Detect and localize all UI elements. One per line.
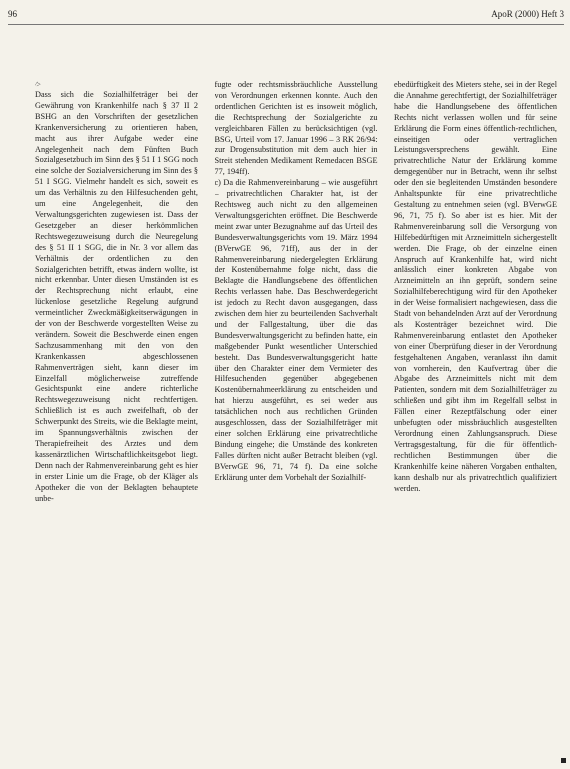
column-2 [215, 80, 378, 755]
paragraph: fugte oder rechtsmissbräuchliche Ausstellung von Verordnungen erkennen konnte. Auch den ordentlichen Gerichten ist es insoweit möglich, die Rechtsprechung der Sozialgerichte zu vergleichbaren Fällen zu berücksichtigen (vgl. BSG, Urteil vom 17. Januar 1996 – 3 RK 26/94: zur Drogensubstitution mit dem auch hier in Streit stehenden Medikament Remedacen BSGE 77, 194ff). [214, 80, 378, 177]
column-1 [35, 80, 198, 755]
paragraph: Dass sich die Sozialhilfeträger bei der Gewährung von Krankenhilfe nach § 37 II 2 BSHG an den Vorschriften der gesetzlichen Krankenversicherung zu orientieren haben, macht aus ihrer Aufgabe weder eine Angelegenheit nach dem Fünften Buch Sozialgesetzbuch im Sinn des § 51 I 1 SGG noch eine solche der Sozialversicherung im Sinn des § 51 I SGG. Vielmehr handelt es sich, soweit es um das Verhältnis zu den Hilfesuchenden geht, um eine Angelegenheit, die den Verwaltungsgerichten zugewiesen ist. Dass der Gesetzgeber an dieser herkömmlichen Rechtswegezuweisung durch die Neuregelung des § 51 II 1 SGG, die in Nr. 3 vor allem das Verhältnis der ordentlichen zu den Sozialgerichten betrifft, etwas ändern wollte, ist nicht erkennbar. Unter diesen Umständen ist es der Rechtsprechung nicht erlaubt, eine lückenlose gesetzliche Regelung aufgrund vermeintlicher Zweckmäßigkeitserwägungen in der von der Beschwerde vorgestellten Weise zu verändern. Soweit die Beschwerde einen engen Sachzusammenhang mit den von den Krankenkassen abgeschlossenen Rahmenverträgen sieht, kann dieser im Einzelfall möglicherweise zutreffende Gesichtspunkt eine andere richterliche Rechtswegezuweisung nicht rechtfertigen. Schließlich ist es auch zweifelhaft, ob der Schwerpunkt des Streits, wie die Beklagte meint, im Spannungsverhältnis zwischen der Therapiefreiheit des Arztes und dem kassenärztlichen Wirtschaftlichkeitsgebot liegt. Denn nach der Rahmenvereinbarung geht es hier in erster Linie um die Frage, ob der Kläger als Apotheker die von der Beklagten behauptete unbe- [35, 90, 198, 503]
journal-reference: ApoR (2000) Heft 3 [491, 9, 564, 19]
column-3 [394, 80, 557, 755]
page-header [8, 4, 564, 25]
section-marker: ∕> [35, 80, 41, 89]
end-of-article-mark [561, 758, 566, 763]
paragraph: c) Da die Rahmenvereinbarung – wie ausgeführt – privatrechtlichen Charakter hat, ist der Rechtsweg auch nicht zu den allgemeinen Verwaltungsgerichten eröffnet. Die Beschwerde meint zwar unter Bezugnahme auf das Urteil des Bundesverwaltungsgerichts vom 19. März 1994 (BVerwGE 96, 71ff), aus der in der Rahmenvereinbarung niedergelegten Erklärung der Kostenübernahme folge nicht, dass die Beklagte die Handlungsebene des öffentlichen Rechts verlassen habe. Das Beschwerdegericht ist jedoch zu Recht davon ausgegangen, dass zwischen dem hier zu beurteilenden Sachverhalt und der Fallgestaltung, über die das Bundesverwaltungsgericht zu befinden hatte, ein maßgebender Punkt wesentlicher Unterschied besteht. Das Bundesverwaltungsgericht hatte über den Charakter einer dem Vermieter des Hilfesuchenden gegenüber abgegebenen Kostenübernahmeerklärung zu entscheiden und hat hierzu ausgeführt, es sei weder aus tatsächlichen noch aus rechtlichen Gründen ausgeschlossen, dass der Sozialhilfeträger mit einer solchen Erklärung eine privatrechtliche Bindung eingehe; die Umstände des konkreten Falles dürften nicht außer Betracht bleiben (vgl. BVerwGE 96, 71, 74 f). Da eine solche Erklärung unter dem Vorbehalt der Sozialhilf- [214, 178, 378, 482]
paragraph: ebedürftigkeit des Mieters stehe, sei in der Regel die Annahme gerechtfertigt, der Sozialhilfeträger habe die Handlungsebene des öffentlichen Rechts nicht verlassen wollen und für seine Erklärung die Form eines öffentlich-rechtlichen, einseitigen oder vertraglichen Leistungsversprechens gewählt. Eine privatrechtliche Natur der Erklärung komme demgegenüber nur in Betracht, wenn ihr selbst oder den sie begleitenden Umständen besondere Anhaltspunkte für eine privatrechtliche Gestaltung zu entnehmen seien (vgl. BVerwGE 96, 71, 75 f). So aber ist es hier. Mit der Rahmenvereinbarung soll die Versorgung von Hilfebedürftigen mit Arzneimitteln sichergestellt werden. Die Frage, ob der einzelne einen Anspruch auf Krankenhilfe hat, wird nicht anlässlich einer konkreten Abgabe von Arzneimitteln an ihn geprüft, sondern seine Sozialhilfeberechtigung wird für den Apotheker in der Weise formalisiert nachgewiesen, dass die Stadt von behandelnden Arzt auf der Verordnung als Kostenträger bezeichnet wird. Die Rahmenvereinbarung entlastet den Apotheker von einer Überprüfung dieser in der Verordnung festgehaltenen Angaben, veranlasst ihn damit von vornherein, den Kaufvertrag über die Abgabe des Arzneimittels nicht mit dem Patienten, sondern mit dem Sozialhilfeträger zu schließen und gibt ihm im Regelfall selbst in Fällen einer Rezeptfälschung oder einer unbefugten oder missbräuchlich ausgestellten Verordnung einen Zahlungsanspruch. Diese Vertragsgestaltung, für die für öffentlich-rechtlichen Bestimmungen über die Krankenhilfe keine näheren Vorgaben enthalten, kann deshalb nur als privatrechtlich qualifiziert werden. [394, 80, 557, 493]
page-number: 96 [8, 9, 17, 19]
text-columns [35, 80, 557, 755]
